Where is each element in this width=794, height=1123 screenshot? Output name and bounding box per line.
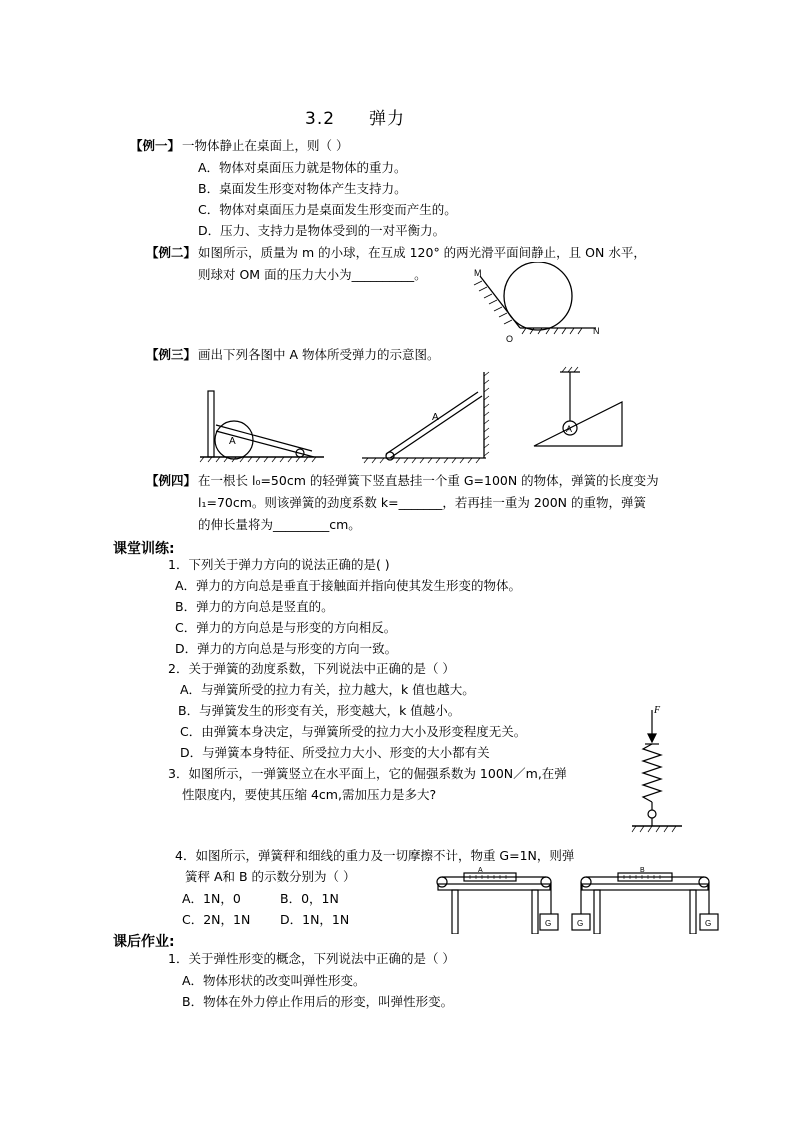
- rod-against-wall-figure: [360, 370, 492, 466]
- example1-option-b: B．桌面发生形变对物体产生支持力。: [198, 181, 407, 196]
- example1-option-c: C．物体对桌面压力是桌面发生形变而产生的。: [198, 202, 457, 217]
- ball-between-planes-figure: [470, 262, 610, 346]
- classroom-q4-option-c: C．2N，1N: [182, 912, 251, 927]
- classroom-q1-option-d: D．弹力的方向总是与形变的方向一致。: [175, 641, 398, 656]
- homework-q1-stem: 1．关于弹性形变的概念，下列说法中正确的是（ ）: [168, 951, 455, 966]
- classroom-q3-line2: 性限度内，要使其压缩 4cm,需加压力是多大?: [182, 787, 437, 802]
- page-title: [305, 104, 439, 129]
- classroom-heading: 课堂训练:: [113, 541, 175, 557]
- title-text: 弹力: [369, 109, 406, 129]
- compressed-spring-figure: [628, 702, 686, 844]
- example4-line1: 在一根长 l₀=50cm 的轻弹簧下竖直悬挂一个重 G=100N 的物体，弹簧的长度变为: [198, 473, 659, 488]
- label-m: M: [474, 268, 482, 278]
- example1-question: 一物体静止在桌面上，则（ ）: [182, 138, 349, 153]
- classroom-q1-option-b: B．弹力的方向总是竖直的。: [175, 599, 334, 614]
- classroom-q1-stem: 1．下列关于弹力方向的说法正确的是( ): [168, 557, 390, 572]
- example1-option-d: D．压力、支持力是物体受到的一对平衡力。: [198, 223, 446, 238]
- classroom-q4-option-a: A．1N，0: [182, 891, 241, 906]
- title-number: 3.2: [305, 109, 336, 129]
- ball-against-wall-and-board-figure: [196, 385, 328, 465]
- example2-line1: 如图所示，质量为 m 的小球，在互成 120° 的两光滑平面间静止，且 ON 水平，: [198, 245, 646, 260]
- example4-line3: 的伸长量将为_________cm。: [198, 517, 361, 532]
- homework-q1-option-a: A．物体形状的改变叫弹性形变。: [182, 973, 366, 988]
- classroom-q2-option-d: D．与弹簧本身特征、所受拉力大小、形变的大小都有关: [180, 745, 490, 760]
- label-a: A: [432, 412, 439, 423]
- classroom-q3-line1: 3．如图所示，一弹簧竖立在水平面上，它的倔强系数为 100N／m,在弹: [168, 766, 567, 781]
- classroom-q2-option-a: A．与弹簧所受的拉力有关，拉力越大，k 值也越大。: [180, 682, 475, 697]
- label-g: G: [545, 919, 552, 928]
- example3-tag: 【例三】: [146, 347, 197, 362]
- classroom-q4-option-b: B．0，1N: [280, 891, 339, 906]
- homework-q1-option-b: B．物体在外力停止作用后的形变，叫弹性形变。: [182, 994, 454, 1009]
- label-o: O: [506, 334, 514, 344]
- example2-line2: 则球对 OM 面的压力大小为__________。: [198, 267, 427, 282]
- example2-tag: 【例二】: [146, 245, 197, 260]
- classroom-q4-option-d: D．1N，1N: [280, 912, 350, 927]
- label-a: A: [229, 436, 236, 447]
- classroom-q2-option-c: C．由弹簧本身决定，与弹簧所受的拉力大小及形变程度无关。: [180, 724, 527, 739]
- hanging-ball-on-incline-figure: [528, 366, 628, 452]
- classroom-q1-option-a: A．弹力的方向总是垂直于接触面并指向使其发生形变的物体。: [175, 578, 522, 593]
- label-f: F: [654, 705, 661, 716]
- example4-line2: l₁=70cm。则该弹簧的劲度系数 k=_______，若再挂一重为 200N 的重物，弹簧: [198, 495, 647, 510]
- classroom-q4-line2: 簧秤 A和 B 的示数分别为（ ）: [185, 869, 356, 884]
- classroom-q1-option-c: C．弹力的方向总是与形变的方向相反。: [175, 620, 397, 635]
- label-g-left: G: [577, 919, 584, 928]
- example1-tag: 【例一】: [130, 138, 181, 153]
- spring-scale-b-figure: [566, 866, 724, 934]
- label-b: B: [640, 867, 645, 874]
- label-a: A: [566, 424, 573, 434]
- spring-scale-a-figure: [434, 866, 566, 934]
- classroom-q2-option-b: B．与弹簧发生的形变有关，形变越大，k 值越小。: [178, 703, 461, 718]
- homework-heading: 课后作业:: [113, 934, 175, 950]
- ball: [504, 262, 572, 330]
- classroom-q2-stem: 2．关于弹簧的劲度系数，下列说法中正确的是（ ）: [168, 661, 455, 676]
- label-g-right: G: [705, 919, 712, 928]
- example1-option-a: A．物体对桌面压力就是物体的重力。: [198, 160, 407, 175]
- classroom-q4-line1: 4．如图所示，弹簧秤和细线的重力及一切摩擦不计，物重 G=1N，则弹: [175, 848, 575, 863]
- label-a: A: [478, 867, 483, 874]
- label-n: N: [593, 326, 600, 336]
- example4-tag: 【例四】: [146, 473, 197, 488]
- example3-question: 画出下列各图中 A 物体所受弹力的示意图。: [198, 347, 440, 362]
